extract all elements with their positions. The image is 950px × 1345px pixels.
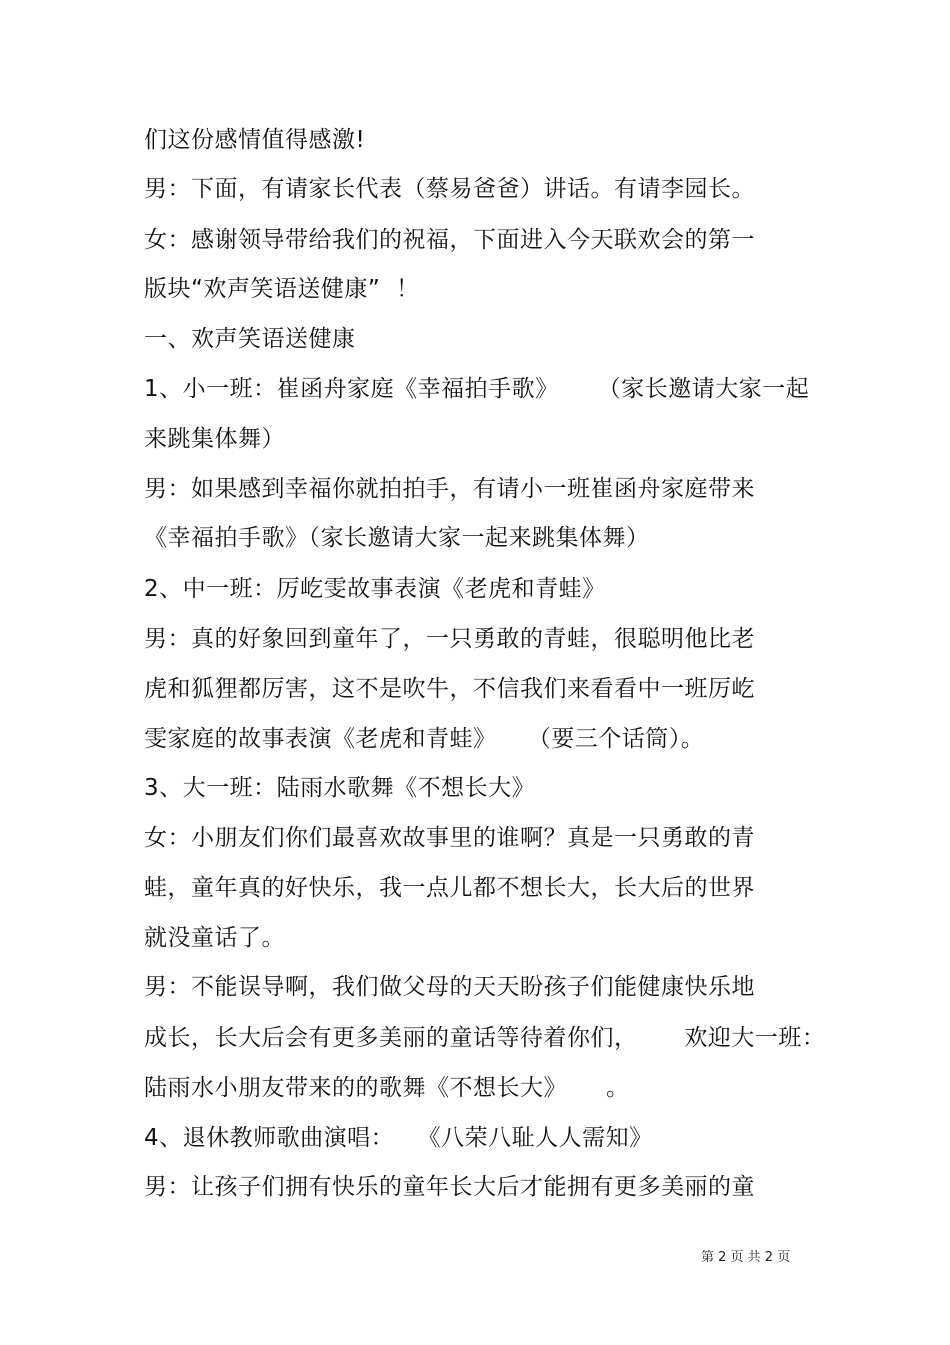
section-heading: 一、欢声笑语送健康 (144, 326, 356, 352)
text-line: 陆雨水小朋友带来的的歌舞《不想长大》 。 (144, 1075, 630, 1101)
text-line: 《幸福拍手歌》（家长邀请大家一起来跳集体舞） (144, 525, 650, 551)
text-line: 男：让孩子们拥有快乐的童年长大后才能拥有更多美丽的童 (144, 1174, 755, 1200)
text-line: 成长，长大后会有更多美丽的童话等待着你们， 欢迎大一班： (144, 1025, 826, 1051)
page-number-footer: 第 2 页 共 2 页 (701, 1250, 791, 1265)
text-line: 来跳集体舞） (144, 426, 285, 452)
text-line: 就没童话了。 (144, 925, 285, 951)
text-line: 女：小朋友们你们最喜欢故事里的谁啊？真是一只勇敢的青 (144, 825, 755, 851)
text-line: 虎和狐狸都厉害，这不是吹牛，不信我们来看看中一班厉屹 (144, 676, 755, 702)
text-line: 男：不能误导啊，我们做父母的天天盼孩子们能健康快乐地 (144, 974, 755, 1000)
text-line: 蛙，童年真的好快乐，我一点儿都不想长大，长大后的世界 (144, 875, 755, 901)
text-line: 4、退休教师歌曲演唱： 《八荣八耻人人需知》 (144, 1125, 653, 1151)
text-line: 女：感谢领导带给我们的祝福，下面进入今天联欢会的第一 (144, 227, 755, 253)
text-line: 2、中一班：厉屹雯故事表演《老虎和青蛙》 (144, 576, 606, 602)
text-line: 3、大一班：陆雨水歌舞《不想长大》 (144, 775, 536, 801)
text-line: 男：下面，有请家长代表（蔡易爸爸）讲话。有请李园长。 (144, 176, 755, 202)
text-line: 雯家庭的故事表演《老虎和青蛙》 （要三个话筒）。 (144, 726, 705, 752)
text-line: 1、小一班：崔函舟家庭《幸福拍手歌》 （家长邀请大家一起 (144, 376, 810, 402)
text-line: 们这份感情值得感激! (144, 127, 366, 153)
text-line: 男：如果感到幸福你就拍拍手，有请小一班崔函舟家庭带来 (144, 476, 755, 502)
text-line: 男：真的好象回到童年了，一只勇敢的青蛙，很聪明他比老 (144, 626, 755, 652)
text-line: 版块“欢声笑语送健康” ！ (144, 276, 420, 302)
